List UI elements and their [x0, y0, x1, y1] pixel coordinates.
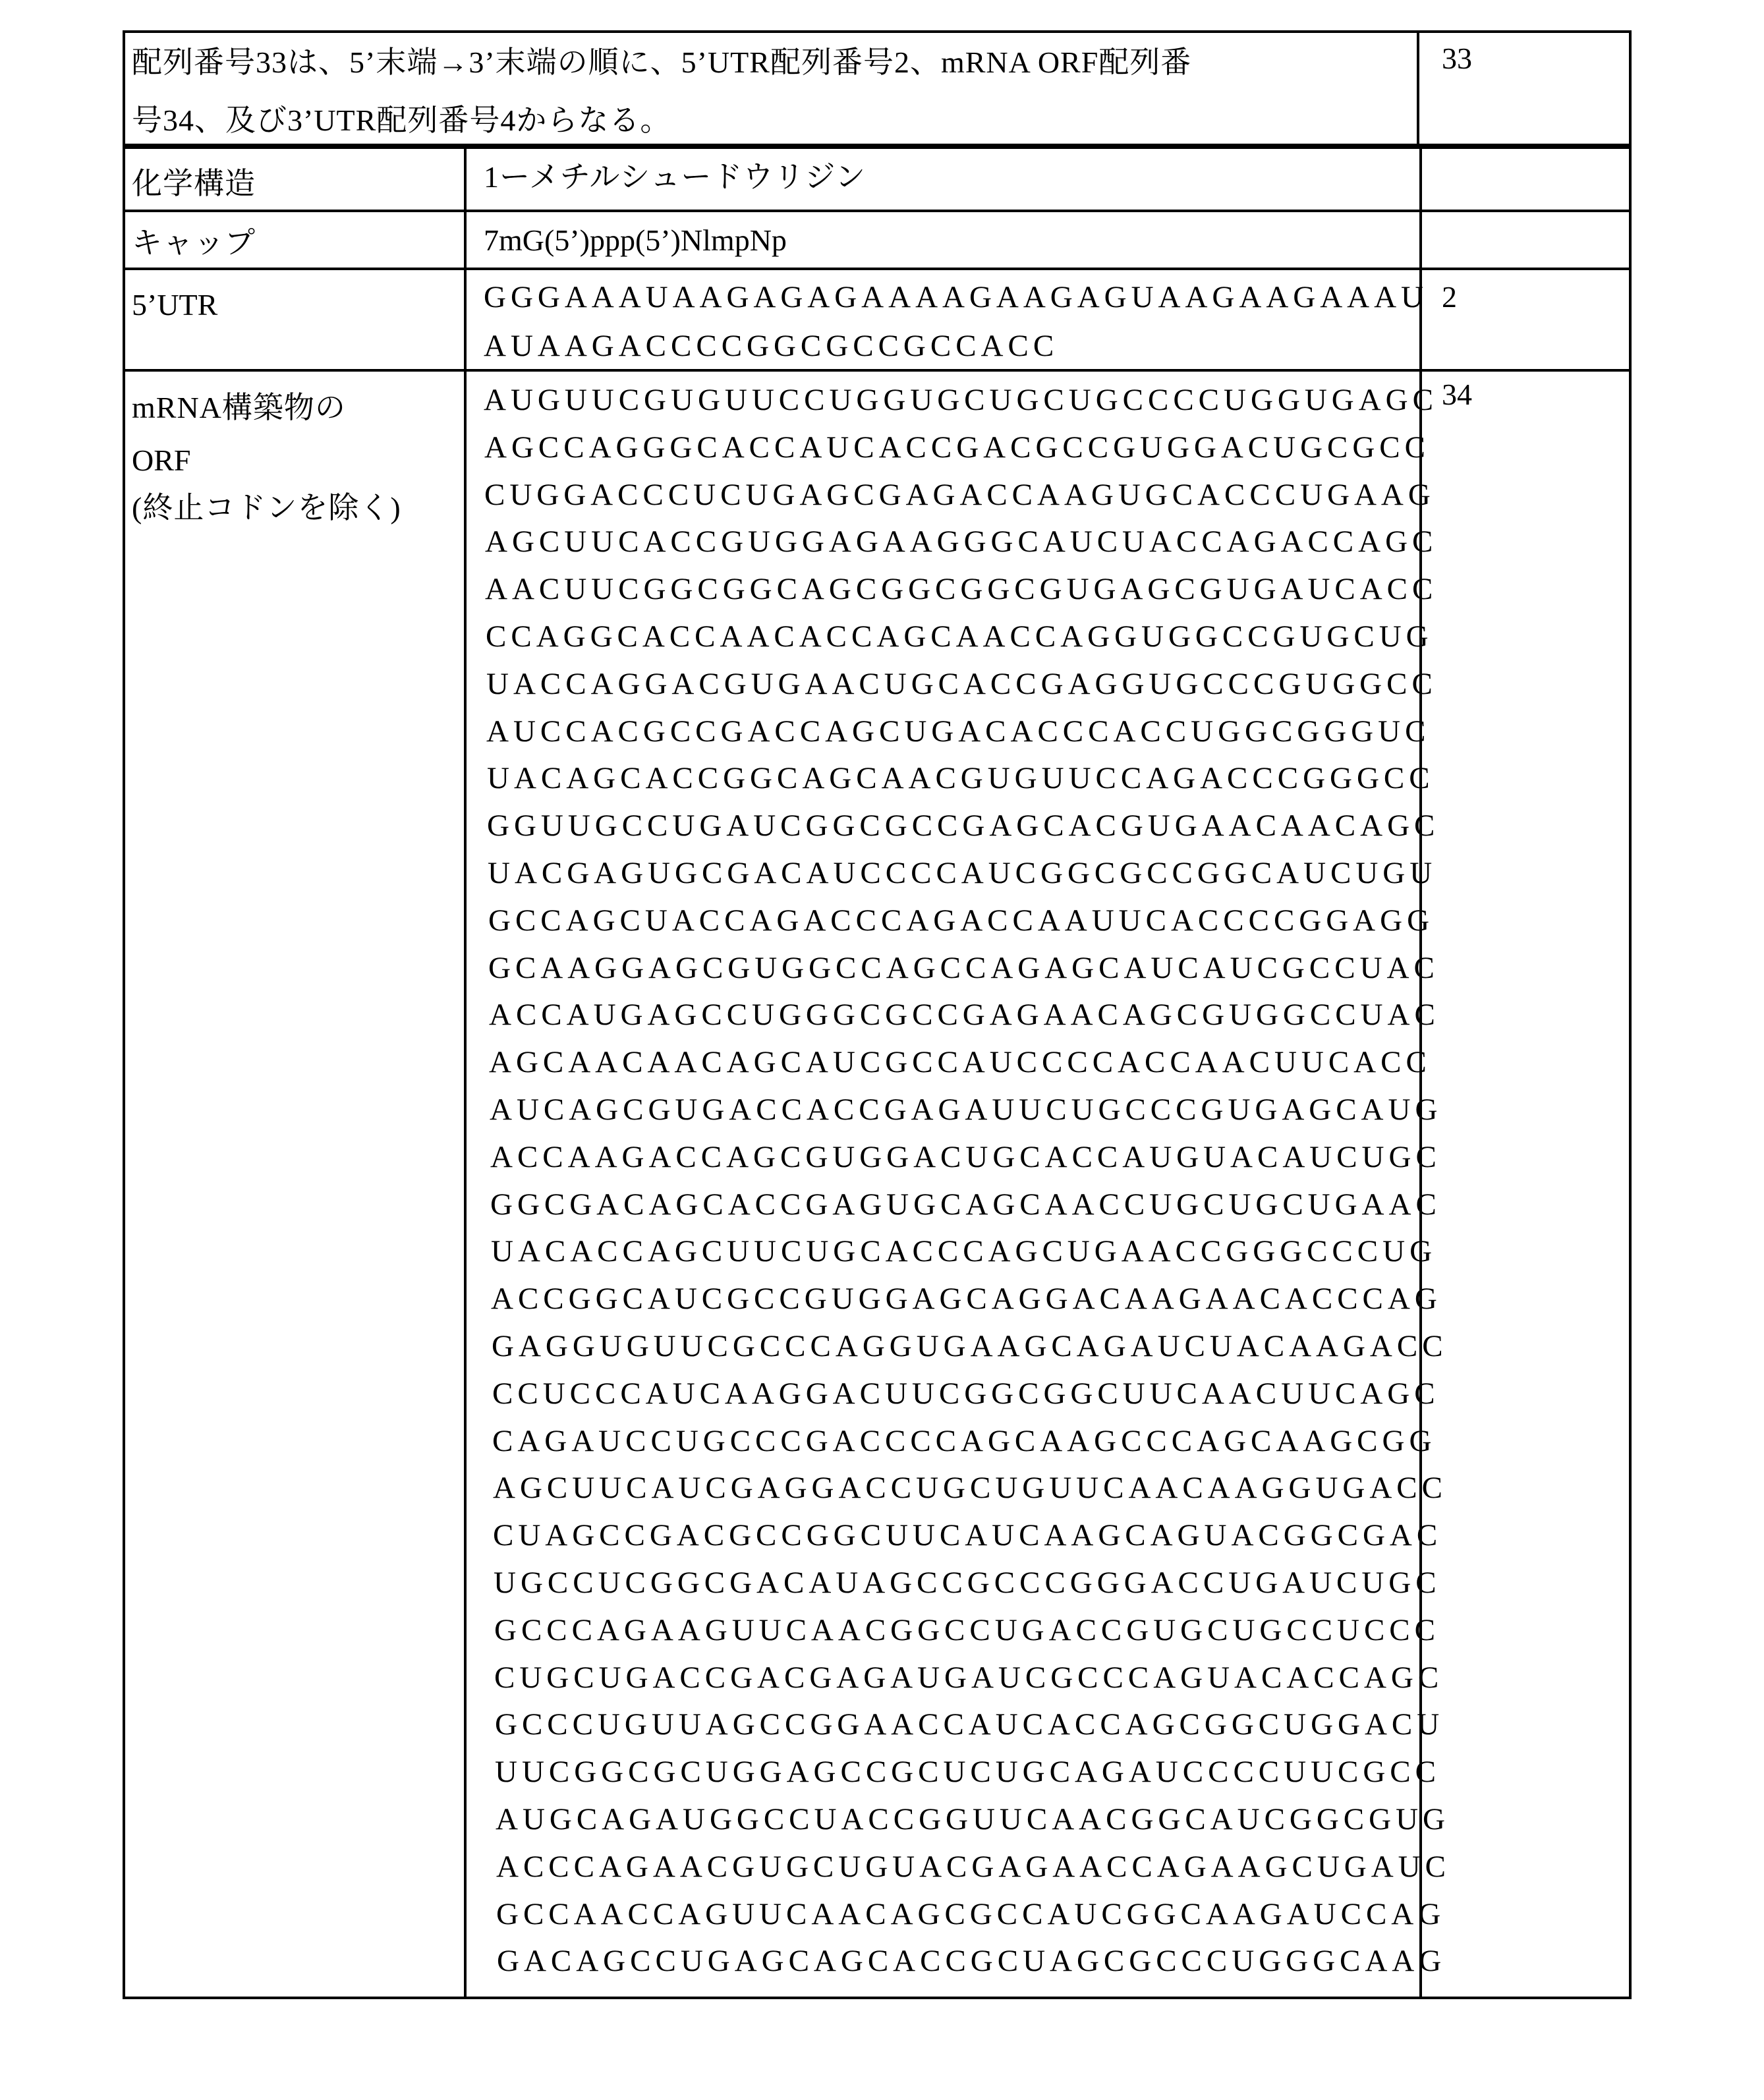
- orf-sequence-line: CAGAUCCUGCCCGACCCCAGCAAGCCCAGCAAGCGG: [492, 1426, 1436, 1457]
- orf-sequence-line: ACCAUGAGCCUGGGCGCCGAGAACAGCGUGGCCUAC: [489, 1000, 1440, 1031]
- orf-sequence-line: CUGCUGACCGACGAGAUGAUCGCCCAGUACACCAGC: [494, 1662, 1443, 1693]
- label-5utr: 5’UTR: [132, 290, 217, 320]
- label-orf-line1: mRNA構築物の: [132, 393, 346, 423]
- orf-sequence-line: CCAGGCACCAACACCAGCAACCAGGUGGCCGUGCUG: [486, 621, 1433, 652]
- orf-sequence-line: AUCCACGCCGACCAGCUGACACCCACCUGGCGGGUC: [486, 716, 1430, 747]
- seqid-5utr: 2: [1442, 282, 1457, 312]
- orf-sequence-line: GCCCAGAAGUUCAACGGCCUGACCGUGCUGCCUCCC: [494, 1615, 1440, 1646]
- header-text-line1: 配列番号33は、5’末端→3’末端の順に、5’UTR配列番号2、mRNA ORF配列番: [132, 47, 1191, 78]
- orf-sequence-line: UACCAGGACGUGAACUGCACCGAGGUGCCCGUGGCC: [486, 669, 1437, 700]
- orf-sequence-line: ACCGGCAUCGCCGUGGAGCAGGACAAGAACACCCAG: [491, 1284, 1442, 1315]
- header-text-line2: 号34、及び3’UTR配列番号4からなる。: [132, 105, 671, 136]
- orf-sequence-line: AGCCAGGGCACCAUCACCGACGCCGUGGACUGCGCC: [484, 432, 1430, 463]
- orf-sequence-line: GCCAGCUACCAGACCCAGACCAAUUCACCCCGGAGG: [488, 905, 1434, 936]
- orf-sequence-line: ACCAAGACCAGCGUGGACUGCACCAUGUACAUCUGC: [490, 1142, 1441, 1173]
- orf-sequence-line: GACAGCCUGAGCAGCACCGCUAGCGCCCUGGGCAAG: [497, 1946, 1446, 1977]
- row-chemical-structure: [123, 149, 1632, 212]
- orf-sequence-line: AGCAACAACAGCAUCGCCAUCCCCACCAACUUCACC: [489, 1047, 1431, 1078]
- value-cap: 7mG(5’)ppp(5’)NlmpNp: [484, 225, 787, 256]
- orf-sequence-line: GCCCUGUUAGCCGGAACCAUCACCAGCGGCUGGACU: [495, 1709, 1444, 1740]
- value-5utr-line2: AUAAGACCCCGGCGCCGCCACC: [484, 331, 1058, 362]
- row-cap: [123, 210, 1632, 270]
- orf-sequence-line: AACUUCGGCGGCAGCGGCGGCGUGAGCGUGAUCACC: [485, 574, 1437, 605]
- orf-sequence-line: UACACCAGCUUCUGCACCCAGCUGAACCGGGCCCUG: [491, 1236, 1437, 1267]
- orf-sequence-line: UGCCUCGGCGACAUAGCCGCCCGGGACCUGAUCUGC: [494, 1568, 1441, 1599]
- orf-sequence-line: AGCUUCACCGUGGAGAAGGGCAUCUACCAGACCAGC: [485, 526, 1437, 557]
- label-chemical-structure: 化学構造: [132, 169, 256, 199]
- value-5utr-line1: GGGAAAUAAGAGAGAAAAGAAGAGUAAGAAGAAAU: [484, 282, 1428, 313]
- label-orf-line3: (終止コドンを除く): [132, 493, 401, 523]
- orf-sequence-line: AUGUUCGUGUUCCUGGUGCUGCUGCCCCUGGUGAGC: [484, 385, 1438, 416]
- orf-sequence-line: AGCUUCAUCGAGGACCUGCUGUUCAACAAGGUGACC: [493, 1473, 1447, 1504]
- label-cap: キャップ: [132, 228, 256, 258]
- orf-sequence-line: CUAGCCGACGCCGGCUUCAUCAAGCAGUACGGCGAC: [493, 1520, 1442, 1551]
- orf-sequence-line: UACAGCACCGGCAGCAACGUGUUCCAGACCCGGGCC: [487, 763, 1435, 794]
- value-chemical-structure: 1ーメチルシュードウリジン: [484, 162, 866, 192]
- orf-sequence-line: ACCCAGAACGUGCUGUACGAGAACCAGAAGCUGAUC: [496, 1852, 1450, 1883]
- seqid-orf: 34: [1442, 380, 1472, 410]
- orf-sequence-line: GGCGACAGCACCGAGUGCAGCAACCUGCUGCUGAAC: [490, 1189, 1441, 1220]
- column-divider-1: [464, 149, 467, 1999]
- orf-sequence-line: CUGGACCCUCUGAGCGAGACCAAGUGCACCCUGAAG: [484, 480, 1435, 511]
- orf-sequence-line: UACGAGUGCGACAUCCCCAUCGGCGCCGGCAUCUGU: [488, 858, 1437, 889]
- orf-sequence-line: GGUUGCCUGAUCGGCGCCGAGCACGUGAACAACAGC: [487, 810, 1439, 841]
- orf-sequence-line: UUCGGCGCUGGAGCCGCUCUGCAGAUCCCCUUCGCC: [495, 1757, 1440, 1788]
- column-divider-2: [1419, 149, 1422, 1999]
- orf-sequence-line: AUCAGCGUGACCACCGAGAUUCUGCCCGUGAGCAUG: [490, 1094, 1442, 1125]
- header-divider: [1417, 30, 1419, 149]
- header-seq-id: 33: [1442, 43, 1472, 74]
- orf-sequence-line: GCCAACCAGUUCAACAGCGCCAUCGGCAAGAUCCAG: [496, 1899, 1445, 1930]
- label-orf-line2: ORF: [132, 445, 190, 476]
- orf-sequence-line: GCAAGGAGCGUGGCCAGCCAGAGCAUCAUCGCCUAC: [488, 953, 1439, 984]
- orf-sequence-line: GAGGUGUUCGCCCAGGUGAAGCAGAUCUACAAGACC: [492, 1331, 1448, 1362]
- orf-sequence-line: AUGCAGAUGGCCUACCGGUUCAACGGCAUCGGCGUG: [496, 1804, 1450, 1835]
- orf-sequence-line: CCUCCCAUCAAGGACUUCGGCGGCUUCAACUUCAGC: [492, 1378, 1440, 1409]
